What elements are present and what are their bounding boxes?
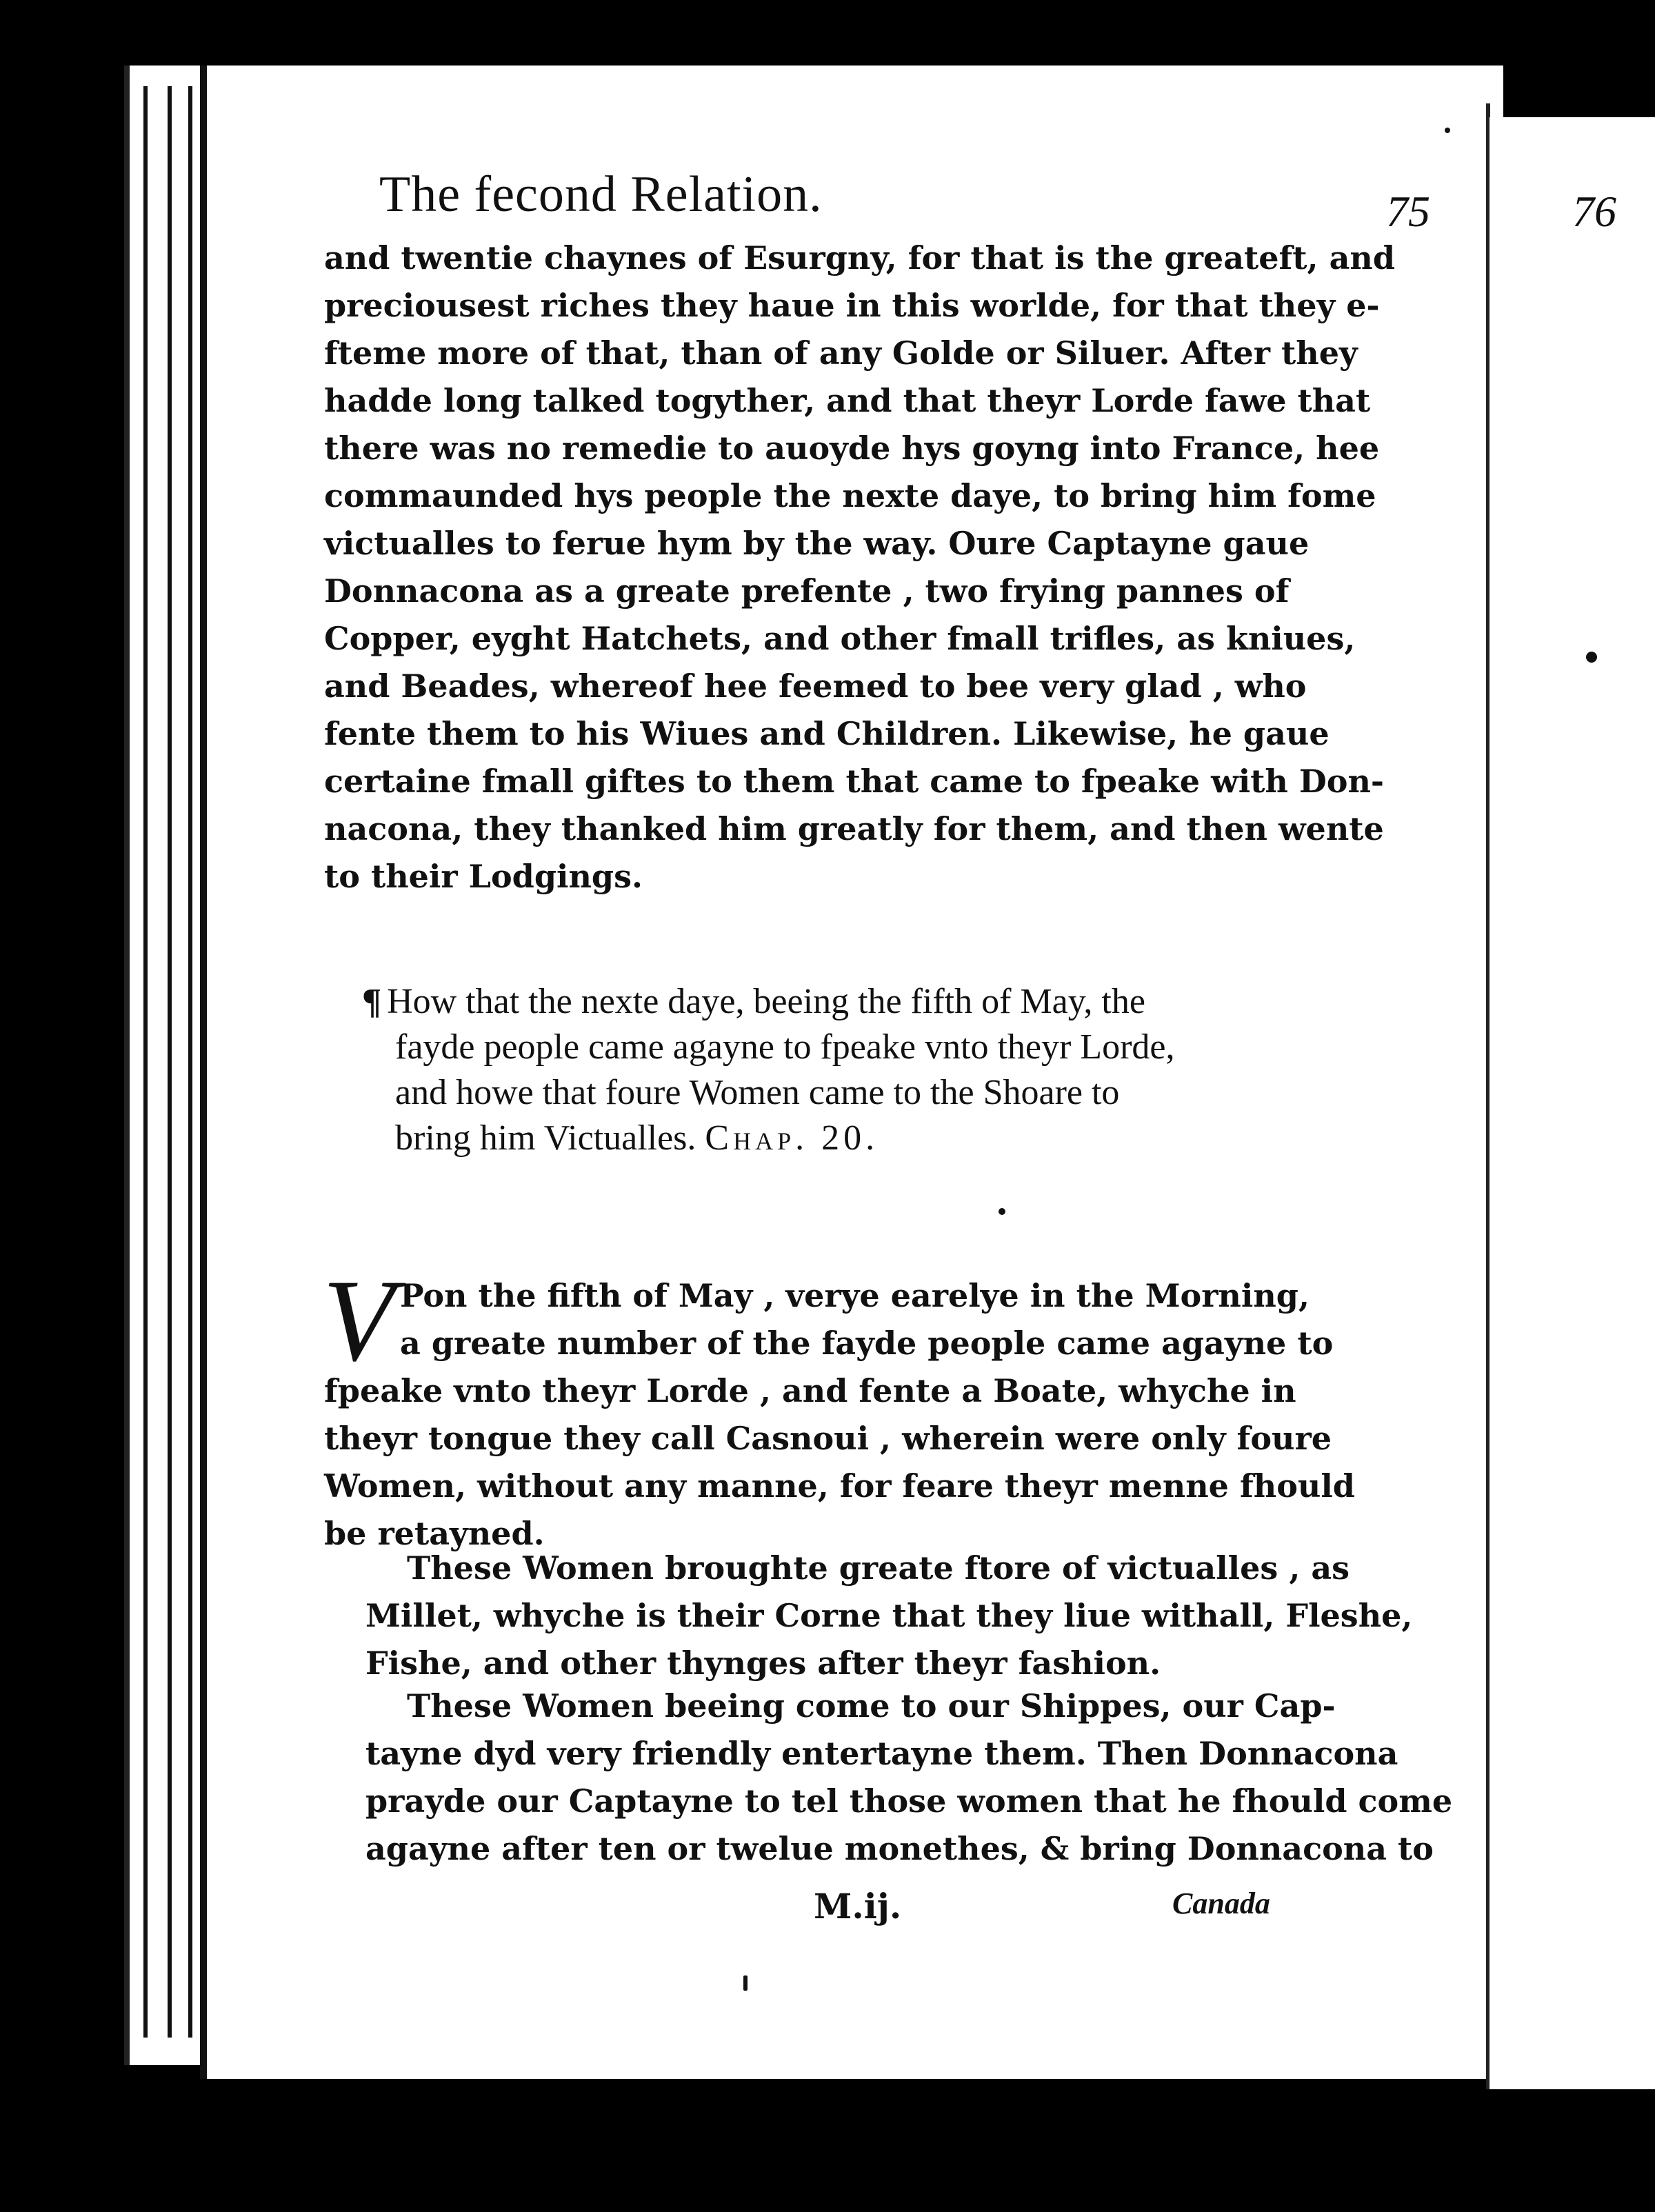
text-line: Millet, whyche is their Corne that they liue withall, Fleshe, — [365, 1597, 1413, 1634]
ink-speck — [743, 1975, 748, 1991]
text-line: fpeake vnto theyr Lorde , and fente a Boate, whyche in — [324, 1372, 1296, 1409]
left-page-edge — [124, 66, 205, 2065]
page-edge-line — [188, 86, 192, 2038]
heading-line — [362, 1116, 1314, 1161]
ink-speck — [999, 1208, 1005, 1215]
chapter-heading — [362, 979, 1314, 1161]
text-line: victualles to ferue hym by the way. Oure Captayne gaue — [324, 525, 1310, 562]
text-line: fteme more of that, than of any Golde or Siluer. After they — [324, 334, 1358, 372]
text-line: preciousest riches they haue in this worlde, for that they e- — [324, 287, 1380, 324]
text-line: and twentie chaynes of Esurgny, for that is the greateft, and — [324, 239, 1395, 276]
text-line: Women, without any manne, for feare theyr menne fhould — [324, 1467, 1355, 1505]
text-line: commaunded hys people the nexte daye, to bring him fome — [324, 477, 1376, 514]
paragraph-4 — [324, 1682, 1453, 1873]
page-edge-line — [168, 86, 172, 2038]
text-line: nacona, they thanked him greatly for them, and then wente — [324, 810, 1384, 847]
text-line: to their Lodgings. — [324, 858, 643, 895]
heading-text: bring him Victualles. — [395, 1118, 696, 1158]
text-line: These Women beeing come to our Shippes, our Cap- — [407, 1687, 1336, 1725]
drop-cap: V — [323, 1256, 394, 1385]
folio-left: 75 — [1386, 187, 1430, 236]
text-line: and Beades, whereof hee feemed to bee very glad , who — [324, 667, 1307, 705]
text-line: theyr tongue they call Casnoui , wherein were only foure — [324, 1420, 1332, 1457]
text-line: a greate number of the fayde people came agayne to — [400, 1325, 1334, 1362]
folio-right: 76 — [1572, 187, 1616, 236]
text-line: Pon the fifth of May , verye earelye in the Morning, — [400, 1277, 1310, 1314]
text-line: be retayned. — [324, 1515, 545, 1552]
heading-text: How that the nexte daye, beeing the fifth of May, the — [387, 982, 1145, 1021]
ink-speck — [1586, 652, 1597, 663]
paragraph-1 — [324, 234, 1395, 901]
text-line: Fishe, and other thynges after theyr fashion. — [365, 1645, 1161, 1682]
text-line: hadde long talked togyther, and that theyr Lorde fawe that — [324, 382, 1371, 419]
page-edge-line — [143, 86, 148, 2038]
catchword: Canada — [1172, 1887, 1270, 1920]
paragraph-3 — [324, 1545, 1413, 1687]
paragraph-2 — [324, 1272, 1355, 1558]
text-line: tayne dyd very friendly entertayne them. Then Donnacona — [365, 1735, 1398, 1772]
text-line: fente them to his Wiues and Children. Likewise, he gaue — [324, 715, 1330, 752]
ink-speck — [1445, 128, 1450, 133]
heading-line — [362, 979, 1314, 1025]
text-line: certaine fmall giftes to them that came to fpeake with Don- — [324, 763, 1384, 800]
text-line: prayde our Captayne to tel those women that he fhould come — [365, 1782, 1453, 1820]
text-line: agayne after ten or twelue monethes, & bring Donnacona to — [365, 1830, 1434, 1867]
heading-line: and howe that foure Women came to the Shoare to — [395, 1073, 1120, 1112]
chapter-number: Chap. 20. — [705, 1118, 879, 1158]
heading-line: fayde people came agayne to fpeake vnto theyr Lorde, — [395, 1027, 1175, 1067]
text-line: Copper, eyght Hatchets, and other fmall trifles, as kniues, — [324, 620, 1356, 657]
pilcrow-icon: ¶ — [362, 982, 382, 1021]
right-page-fragment — [1490, 117, 1655, 2089]
running-head: The fecond Relation. — [379, 166, 823, 223]
text-line: there was no remedie to auoyde hys goyng into France, hee — [324, 430, 1380, 467]
text-line: Donnacona as a greate prefente , two frying pannes of — [324, 572, 1290, 610]
text-line: These Women broughte greate ftore of victualles , as — [407, 1549, 1350, 1587]
signature-mark: M.ij. — [814, 1886, 902, 1927]
